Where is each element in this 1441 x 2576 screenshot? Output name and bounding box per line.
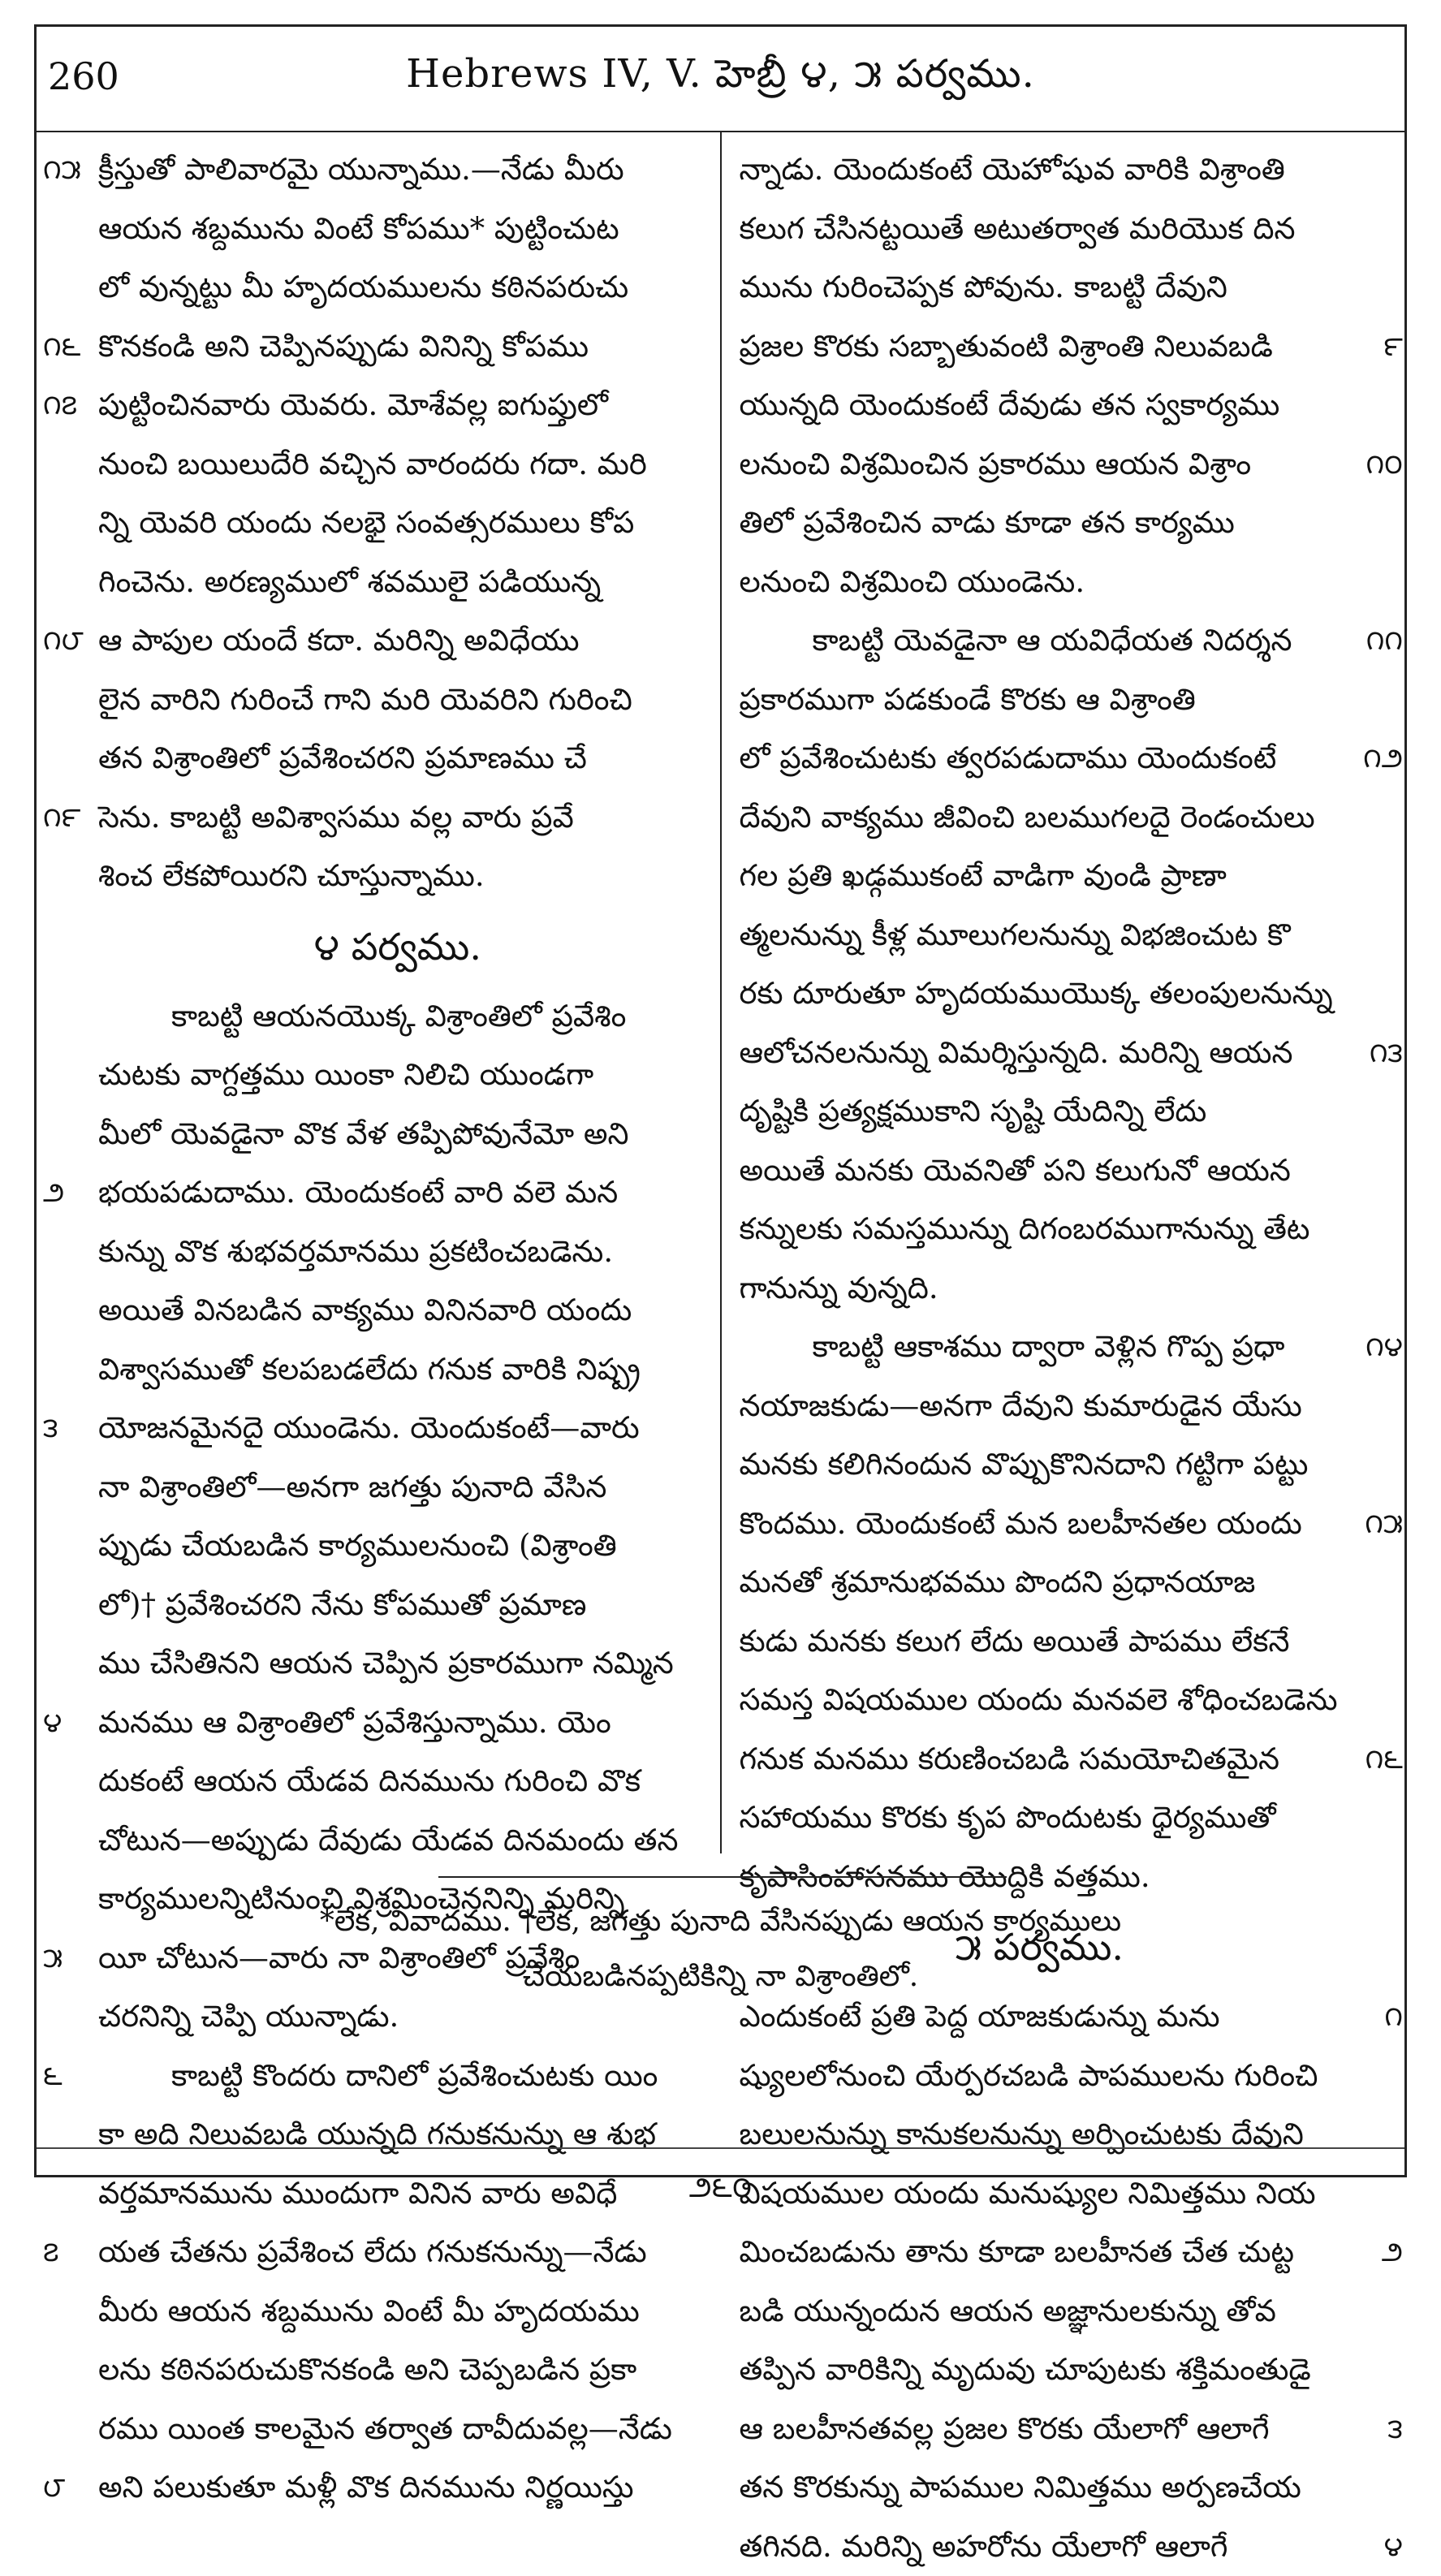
text-line xyxy=(98,2400,697,2459)
text-line xyxy=(740,788,1340,848)
line-text: అయితే వినబడిన వాక్యము వినినవారి యందు xyxy=(98,1292,632,1327)
text-line xyxy=(98,1517,697,1576)
text-line xyxy=(740,2047,1340,2106)
text-line xyxy=(740,200,1340,259)
line-text: దృష్టికి ప్రత్యక్షముకాని సృష్టి యేదిన్ని లేదు xyxy=(740,1094,1207,1128)
line-text: బలులనున్ను కానుకలనున్ను అర్పించుటకు దేవుని xyxy=(740,2116,1304,2151)
text-line xyxy=(98,729,697,788)
line-text: కృపాసింహాసనము యొద్దికి వత్తము. xyxy=(740,1859,1150,1894)
verse-number: ౧౫ xyxy=(43,140,97,200)
line-text: కా అది నిలువబడి యున్నది గనుకనున్ను ఆ శుభ xyxy=(98,2116,656,2151)
text-line xyxy=(740,1495,1340,1554)
text-line xyxy=(98,1105,697,1164)
text-line xyxy=(740,494,1340,553)
text-line xyxy=(740,1612,1340,1672)
text-line xyxy=(98,2341,697,2400)
line-text: ఆ బలహీనతవల్ల ప్రజల కొరకు యేలాగో ఆలాగే xyxy=(740,2411,1270,2446)
line-text: న్నాడు. యెందుకంటే యెహోషువ వారికి విశ్రాంతి xyxy=(740,152,1285,187)
text-line xyxy=(740,1553,1340,1612)
text-line xyxy=(740,1141,1340,1201)
text-line xyxy=(98,1752,697,1811)
line-text: తగినది. మరిన్ని అహరోను యేలాగో ఆలాగే xyxy=(740,2529,1228,2564)
text-line xyxy=(740,1200,1340,1259)
line-text: అని పలుకుతూ మళ్లీ వొక దినమును నిర్ణయిస్తు xyxy=(98,2470,634,2505)
line-text: తన విశ్రాంతిలో ప్రవేశించరని ప్రమాణము చే xyxy=(98,740,587,775)
text-line xyxy=(740,1789,1340,1848)
text-line xyxy=(98,317,697,377)
line-text: దుకంటే ఆయన యేడవ దినమును గురించి వొక xyxy=(98,1763,641,1798)
chapter-heading: ౫ పర్వము. xyxy=(740,1906,1340,1987)
text-line xyxy=(740,729,1340,788)
text-line xyxy=(98,1340,697,1400)
verse-number: ౧౧ xyxy=(1349,611,1403,671)
line-text: కుడు మనకు కలుగ లేదు అయితే పాపము లేకనే xyxy=(740,1624,1290,1659)
line-text: యత చేతను ప్రవేశించ లేదు గనుకనున్ను—నేడు xyxy=(98,2234,647,2269)
text-line xyxy=(98,140,697,200)
line-text: కున్ను వొక శుభవర్తమానము ప్రకటించబడెను. xyxy=(98,1234,613,1269)
footnotes xyxy=(37,1894,1404,2004)
verse-number: ౨ xyxy=(1349,2223,1403,2282)
line-text: యున్నది యెందుకంటే దేవుడు తన స్వకార్యము xyxy=(740,387,1280,422)
line-text: కొనకండి అని చెప్పినప్పుడు వినిన్ని కోపము xyxy=(98,329,589,364)
line-text: భయపడుదాము. యెందుకంటే వారి వలె మన xyxy=(98,1175,618,1210)
line-text: గనుక మనము కరుణించబడి సమయోచితమైన xyxy=(740,1741,1279,1776)
text-line xyxy=(740,2458,1340,2518)
line-text: తిలో ప్రవేశించిన వాడు కూడా తన కార్యము xyxy=(740,505,1235,540)
text-line xyxy=(740,1259,1340,1318)
text-line xyxy=(98,2223,697,2282)
line-text: కాబట్టి యెవడైనా ఆ యవిధేయత నిదర్శన xyxy=(813,623,1292,658)
text-line xyxy=(98,258,697,317)
verse-number: ౪ xyxy=(1349,2518,1403,2576)
left-column xyxy=(37,132,720,1853)
text-line xyxy=(98,200,697,259)
verse-number: ౩ xyxy=(43,1399,97,1458)
line-text: యోజనమైనదై యుండెను. యెందుకంటే—వారు xyxy=(98,1410,640,1445)
line-text: బడి యున్నందున ఆయన అజ్ఞానులకున్ను తోవ xyxy=(740,2293,1276,2328)
line-text: గల ప్రతి ఖడ్గముకంటే వాడిగా వుండి ప్రాణా xyxy=(740,858,1227,893)
text-line xyxy=(740,1435,1340,1495)
text-line xyxy=(740,553,1340,612)
text-line xyxy=(740,1082,1340,1141)
line-text: సహాయము కొరకు కృప పొందుటకు ధైర్యముతో xyxy=(740,1800,1276,1835)
line-text: నుంచి బయిలుదేరి వచ్చిన వారందరు గదా. మరి xyxy=(98,447,647,481)
line-text: తన కొరకున్ను పాపముల నిమిత్తము అర్పణచేయ xyxy=(740,2470,1301,2505)
text-line xyxy=(98,611,697,671)
line-text: కాబట్టి కొందరు దానిలో ప్రవేశించుటకు యిం xyxy=(171,2058,658,2093)
line-text: మీలో యెవడైనా వొక వేళ తప్పిపోవునేమో అని xyxy=(98,1116,628,1151)
text-line xyxy=(740,1024,1340,1083)
line-text: లో ప్రవేశించుటకు త్వరపడుదాము యెందుకంటే xyxy=(740,740,1277,775)
line-text: తప్పిన వారికిన్ని మృదువు చూపుటకు శక్తిమంతుడై xyxy=(740,2352,1311,2387)
signature-mark: ౨౬౦ xyxy=(0,2171,1441,2211)
line-text: చరనిన్ని చెప్పి యున్నాడు. xyxy=(98,1999,399,2034)
text-line xyxy=(740,2282,1340,2341)
line-text: వర్తమానమును ముందుగా వినిన వారు అవిధే xyxy=(98,2176,617,2211)
text-line xyxy=(740,258,1340,317)
line-text: లనుంచి విశ్రమించిన ప్రకారము ఆయన విశ్రాం xyxy=(740,447,1252,481)
line-text: పుట్టించినవారు యెవరు. మోశేవల్ల ఐగుప్తులో xyxy=(98,387,608,422)
line-text: నయాజకుడు—అనగా దేవుని కుమారుడైన యేసు xyxy=(740,1388,1302,1423)
page-number: 260 xyxy=(48,54,119,98)
text-line xyxy=(740,435,1340,494)
page-frame xyxy=(34,24,1407,2177)
line-text: విషయముల యందు మనుష్యుల నిమిత్తము నియ xyxy=(740,2176,1316,2211)
text-line xyxy=(98,376,697,435)
bottom-rule xyxy=(37,2147,1404,2149)
line-text: సమస్త విషయముల యందు మనవలె శోధించబడెను xyxy=(740,1682,1338,1717)
verse-number: ౧ xyxy=(1349,1987,1403,2047)
line-text: ము చేసితినని ఆయన చెప్పిన ప్రకారముగా నమ్మిన xyxy=(98,1646,674,1681)
line-text: మీరు ఆయన శబ్దమును వింటే మీ హృదయము xyxy=(98,2293,640,2328)
verse-number: ౫ xyxy=(43,1929,97,1988)
text-line xyxy=(740,140,1340,200)
line-text: లైన వారిని గురించే గాని మరి యెవరిని గురించి xyxy=(98,682,632,717)
line-text: మును గురించెప్పక పోవును. కాబట్టి దేవుని xyxy=(740,270,1227,304)
verse-number: ౧౨ xyxy=(1349,729,1403,788)
text-line xyxy=(98,1163,697,1223)
line-text: ఆలోచనలనున్ను విమర్శిస్తున్నది. మరిన్ని ఆయన xyxy=(740,1035,1293,1070)
verse-number: ౬ xyxy=(43,2047,97,2106)
text-line xyxy=(740,1671,1340,1730)
text-line xyxy=(740,1377,1340,1436)
verse-number: ౧౪ xyxy=(1349,1318,1403,1377)
text-line xyxy=(98,671,697,730)
line-text: లను కఠినపరుచుకొనకండి అని చెప్పబడిన ప్రకా xyxy=(98,2352,636,2387)
line-text: ఆయన శబ్దమును వింటే కోపము* పుట్టించుట xyxy=(98,211,619,246)
verse-number: ౧౦ xyxy=(1349,435,1403,494)
line-text: ప్పుడు చేయబడిన కార్యములనుంచి (విశ్రాంతి xyxy=(98,1528,617,1563)
page-header xyxy=(37,27,1404,132)
line-text: చోటున—అప్పుడు దేవుడు యేడవ దినమందు తన xyxy=(98,1823,678,1858)
line-text: రము యింత కాలమైన తర్వాత దావీదువల్ల—నేడు xyxy=(98,2411,672,2446)
line-text: మనతో శ్రమానుభవము పొందని ప్రధానయాజ xyxy=(740,1564,1256,1599)
text-line xyxy=(98,2047,697,2106)
verse-number: ౧౮ xyxy=(43,611,97,671)
line-text: త్మలనున్ను కీళ్ల మూలుగలనున్ను విభజించుట కొ xyxy=(740,917,1291,952)
line-text: మనము ఆ విశ్రాంతిలో ప్రవేశిస్తున్నాము. యెం xyxy=(98,1705,611,1740)
line-text: ప్రజల కొరకు సబ్బాతువంటి విశ్రాంతి నిలువబడి xyxy=(740,329,1273,364)
text-line xyxy=(740,964,1340,1024)
line-text: కార్యములన్నిటినుంచి విశ్రమించెననిన్ని మరిన్ని xyxy=(98,1881,625,1916)
text-line xyxy=(740,2105,1340,2164)
verse-number: ౪ xyxy=(43,1694,97,1753)
text-line xyxy=(98,435,697,494)
verse-number: ౨ xyxy=(43,1163,97,1223)
text-line xyxy=(98,2458,697,2518)
text-line xyxy=(740,2223,1340,2282)
line-text: నా విశ్రాంతిలో—అనగా జగత్తు పునాది వేసిన xyxy=(98,1469,606,1504)
verse-number: ౧౬ xyxy=(1349,1730,1403,1789)
line-text: దేవుని వాక్యము జీవించి బలముగలదై రెండంచులు xyxy=(740,800,1315,835)
line-text: ప్రకారముగా పడకుండే కొరకు ఆ విశ్రాంతి xyxy=(740,682,1196,717)
text-line xyxy=(740,2518,1340,2576)
line-text: మించబడును తాను కూడా బలహీనత చేత చుట్ట xyxy=(740,2234,1295,2269)
right-column xyxy=(722,132,1405,1853)
text-line xyxy=(740,611,1340,671)
text-line xyxy=(98,2282,697,2341)
line-text: లనుంచి విశ్రమించి యుండెను. xyxy=(740,564,1085,599)
line-text: ఆ పాపుల యందే కదా. మరిన్ని అవిధేయు xyxy=(98,623,580,658)
line-text: అయితే మనకు యెవనితో పని కలుగునో ఆయన xyxy=(740,1153,1291,1188)
line-text: క్రీస్తుతో పాలివారమై యున్నాము.—నేడు మీరు xyxy=(98,152,624,187)
text-line xyxy=(740,906,1340,965)
text-line xyxy=(98,1223,697,1282)
verse-number: ౧౯ xyxy=(43,788,97,848)
text-line xyxy=(98,1634,697,1694)
text-line xyxy=(98,1811,697,1871)
line-text: విశ్వాసముతో కలపబడలేదు గనుక వారికి నిష్ప్ర xyxy=(98,1352,641,1387)
verse-number: ౧౫ xyxy=(1349,1495,1403,1554)
verse-number: ౧౬ xyxy=(43,317,97,377)
text-line xyxy=(740,1730,1340,1789)
text-line xyxy=(98,1399,697,1458)
footnote-line: చేయబడినప్పటికిన్ని నా విశ్రాంతిలో. xyxy=(37,1949,1404,2004)
line-text: మనకు కలిగినందున వొప్పుకొనినదాని గట్టిగా పట్టు xyxy=(740,1447,1309,1482)
text-line xyxy=(98,1694,697,1753)
footnote-line: *లేక, వివాదము. †లేక, జగత్తు పునాది వేసినప్పుడు ఆయన కార్యములు xyxy=(37,1894,1404,1949)
verse-number: ౩ xyxy=(1349,2400,1403,2459)
text-line xyxy=(98,1458,697,1517)
text-line xyxy=(98,788,697,848)
line-text: కాబట్టి ఆయనయొక్క విశ్రాంతిలో ప్రవేశిం xyxy=(171,999,626,1033)
verse-number: ౧౭ xyxy=(43,376,97,435)
text-line xyxy=(98,494,697,553)
verse-number: ౮ xyxy=(43,2458,97,2518)
text-line xyxy=(98,1046,697,1105)
line-text: కలుగ చేసినట్టయితే అటుతర్వాత మరియొక దిన xyxy=(740,211,1296,246)
verse-number: ౭ xyxy=(43,2223,97,2282)
line-text: ఎందుకంటే ప్రతి పెద్ద యాజకుడున్ను మను xyxy=(740,1999,1220,2034)
text-line xyxy=(98,987,697,1046)
line-text: లో వున్నట్టు మీ హృదయములను కఠినపరుచు xyxy=(98,270,628,304)
line-text: కాబట్టి ఆకాశము ద్వారా వెళ్లిన గొప్ప ప్రధా xyxy=(813,1329,1285,1364)
text-line xyxy=(98,1281,697,1340)
verse-number: ౧౩ xyxy=(1349,1024,1403,1083)
verse-number: ౯ xyxy=(1349,317,1403,377)
text-line xyxy=(98,553,697,612)
running-title: Hebrews IV, V. హెబ్రీ ౪, ౫ పర్వము. xyxy=(37,51,1404,106)
line-text: లో)† ప్రవేశించరని నేను కోపముతో ప్రమాణ xyxy=(98,1587,586,1622)
footnote-rule xyxy=(438,1876,1007,1878)
text-line xyxy=(98,1576,697,1635)
line-text: కొందము. యెందుకంటే మన బలహీనతల యందు xyxy=(740,1506,1302,1541)
text-line xyxy=(98,2105,697,2164)
line-text: రకు దూరుతూ హృదయముయొక్క తలంపులనున్ను xyxy=(740,976,1333,1011)
line-text: చుటకు వాగ్దత్తము యింకా నిలిచి యుండగా xyxy=(98,1057,593,1092)
text-line xyxy=(740,1318,1340,1377)
text-line xyxy=(98,847,697,906)
text-columns xyxy=(37,132,1404,1853)
line-text: సెను. కాబట్టి అవిశ్వాసము వల్ల వారు ప్రవే xyxy=(98,800,574,835)
text-line xyxy=(740,376,1340,435)
text-line xyxy=(740,317,1340,377)
line-text: యీ చోటున—వారు నా విశ్రాంతిలో ప్రవేశిం xyxy=(98,1940,580,1975)
line-text: ష్యులలోనుంచి యేర్పరచబడి పాపములను గురించి xyxy=(740,2058,1318,2093)
line-text: న్ని యెవరి యందు నలభై సంవత్సరములు కోప xyxy=(98,505,634,540)
line-text: గానున్ను వున్నది. xyxy=(740,1271,938,1305)
text-line xyxy=(740,2400,1340,2459)
line-text: కన్నులకు సమస్తమున్ను దిగంబరముగానున్ను తేట xyxy=(740,1211,1310,1246)
chapter-heading: ౪ పర్వము. xyxy=(98,906,697,987)
line-text: శించ లేకపోయిరని చూస్తున్నాము. xyxy=(98,858,485,893)
text-line xyxy=(740,671,1340,730)
text-line xyxy=(740,847,1340,906)
text-line xyxy=(740,2341,1340,2400)
line-text: గించెను. అరణ్యములో శవములై పడియున్న xyxy=(98,564,601,599)
